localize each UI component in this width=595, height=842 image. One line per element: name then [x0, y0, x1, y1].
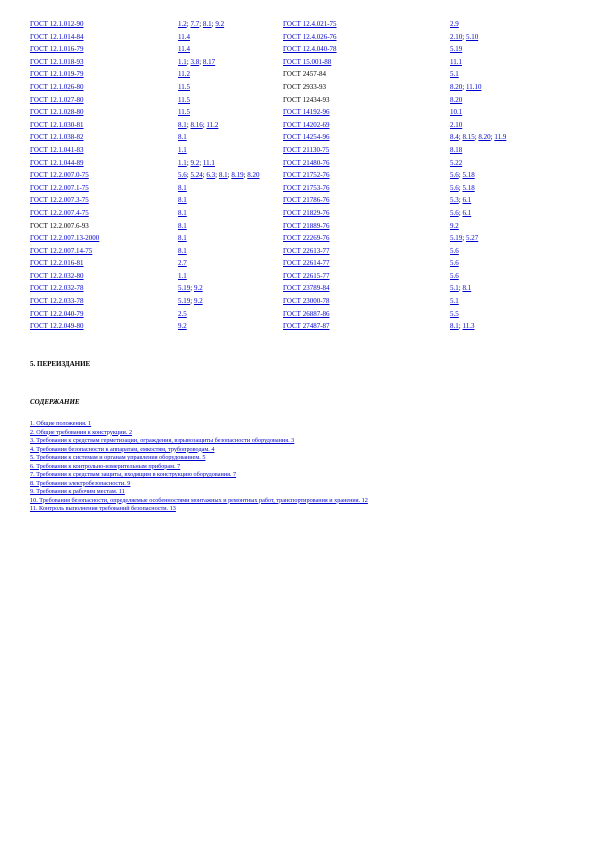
- section-heading: 5. ПЕРЕИЗДАНИЕ: [30, 360, 91, 368]
- clause-link[interactable]: 11.10: [465, 82, 482, 91]
- toc-link[interactable]: 5. Требования к системам и органам управления оборудованием. 5: [30, 454, 206, 461]
- standard-code-link[interactable]: ГОСТ 12.2.007.14-75: [30, 246, 93, 255]
- clause-link[interactable]: 2.5: [178, 309, 187, 318]
- clause-link[interactable]: 8.1: [462, 284, 472, 293]
- clause-refs-cell: [450, 297, 570, 310]
- table-row: [30, 247, 570, 260]
- toc-item: [30, 480, 570, 489]
- standard-code-cell: [30, 108, 178, 121]
- standard-code-link[interactable]: ГОСТ 12.2.033-78: [30, 297, 84, 306]
- table-row: [30, 133, 570, 146]
- clause-link[interactable]: 6.1: [462, 196, 472, 205]
- table-row: [30, 108, 570, 121]
- clause-link[interactable]: 5.1: [450, 70, 459, 79]
- reference-table: [30, 20, 570, 335]
- table-row: [30, 297, 570, 310]
- clause-refs-cell: [178, 310, 283, 323]
- toc-link[interactable]: 7. Требования к средствам защиты, входящим в конструкцию оборудования. 7: [30, 471, 237, 478]
- standard-code-cell: [30, 222, 178, 235]
- clause-link[interactable]: 8.1: [218, 171, 228, 180]
- clause-refs-cell: [450, 247, 570, 260]
- clause-link[interactable]: 6.1: [462, 208, 472, 217]
- table-row: [30, 58, 570, 71]
- clause-refs-cell: 1.1; 3.8; 8.17: [178, 57, 216, 66]
- clause-link[interactable]: 5.6: [178, 171, 187, 180]
- table-row: [30, 272, 570, 285]
- standard-code-link[interactable]: ГОСТ 12.2.007.4-75: [30, 208, 89, 217]
- standard-code-cell: [283, 247, 450, 260]
- clause-link[interactable]: 8.1: [178, 133, 187, 142]
- clause-refs-cell: [450, 259, 570, 272]
- clause-link[interactable]: 8.1: [178, 246, 187, 255]
- standard-code-link[interactable]: ГОСТ 12.1.012-90: [30, 20, 84, 28]
- clause-link[interactable]: 5.1: [450, 297, 459, 306]
- clause-link[interactable]: 5.6: [450, 246, 459, 255]
- clause-refs-cell: [450, 58, 570, 71]
- clause-link[interactable]: 1.1: [178, 57, 187, 66]
- toc-item: [30, 420, 570, 429]
- clause-link[interactable]: 5.6: [450, 208, 459, 217]
- standard-code-cell: [283, 58, 450, 71]
- clause-link[interactable]: 8.15: [462, 133, 475, 142]
- standard-code-cell: [30, 96, 178, 109]
- clause-link[interactable]: 1.2: [178, 20, 187, 28]
- table-row: [30, 96, 570, 109]
- clause-link[interactable]: 8.20: [450, 95, 463, 104]
- standard-code-cell: [30, 159, 178, 172]
- toc-link[interactable]: 11. Контроль выполнения требований безопасности. 13: [30, 505, 176, 512]
- standard-code-cell: [283, 133, 450, 146]
- clause-link[interactable]: 8.1: [178, 196, 187, 205]
- standard-code-cell: [283, 259, 450, 272]
- clause-refs-cell: [178, 33, 283, 46]
- table-row: [30, 20, 570, 33]
- clause-refs-cell: [450, 159, 570, 172]
- toc-item: [30, 454, 570, 463]
- toc-item: [30, 471, 570, 480]
- clause-link[interactable]: 8.20: [450, 82, 463, 91]
- table-row: [30, 121, 570, 134]
- standard-code-cell: [30, 297, 178, 310]
- standard-code-link[interactable]: ГОСТ 22615-77: [283, 271, 330, 280]
- standard-code-link[interactable]: ГОСТ 22269-76: [283, 234, 330, 243]
- clause-refs-cell: [178, 108, 283, 121]
- clause-link[interactable]: 5.19: [178, 297, 191, 306]
- standard-code-cell: [283, 171, 450, 184]
- standard-code-cell: [283, 209, 450, 222]
- clause-link[interactable]: 11.4: [178, 32, 190, 41]
- standard-code-link[interactable]: ГОСТ 21752-76: [283, 171, 330, 180]
- standard-code-link[interactable]: ГОСТ 22614-77: [283, 259, 330, 268]
- toc-link[interactable]: 6. Требования к контрольно-измерительным приборам. 7: [30, 462, 181, 470]
- standard-code-link[interactable]: ГОСТ 12.4.021-75: [283, 20, 337, 28]
- clause-link[interactable]: 8.17: [202, 57, 216, 66]
- standard-code-cell: [283, 121, 450, 134]
- clause-refs-cell: [178, 247, 283, 260]
- standard-code-cell: [30, 58, 178, 71]
- clause-refs-cell: [178, 184, 283, 197]
- clause-refs-cell: [450, 121, 570, 134]
- clause-link[interactable]: 5.6: [450, 271, 459, 280]
- clause-refs-cell: [450, 45, 570, 58]
- toc-item: [30, 446, 570, 455]
- clause-refs-cell: [178, 146, 283, 159]
- clause-link[interactable]: 1.1: [178, 158, 187, 167]
- standard-code-link[interactable]: ГОСТ 27487-87: [283, 322, 330, 331]
- clause-refs-cell: [178, 133, 283, 146]
- clause-link[interactable]: 2.9: [450, 20, 459, 28]
- standard-code-link[interactable]: ГОСТ 12.2.007.1-75: [30, 183, 89, 192]
- clause-refs-cell: [178, 259, 283, 272]
- standard-code-cell: [30, 33, 178, 46]
- clause-refs-cell: 5.19; 9.2: [178, 297, 203, 306]
- table-row: [30, 83, 570, 96]
- standard-code-link[interactable]: ГОСТ 12.1.018-93: [30, 57, 84, 66]
- standard-code-link[interactable]: ГОСТ 12.1.038-82: [30, 133, 84, 142]
- standard-code-link[interactable]: ГОСТ 26887-86: [283, 309, 330, 318]
- table-row: [30, 184, 570, 197]
- standard-code-link[interactable]: ГОСТ 21829-76: [283, 208, 330, 217]
- toc-link[interactable]: 4. Требования безопасности к аппаратам, емкостям, трубопроводам. 4: [30, 445, 215, 453]
- standard-code-cell: [283, 159, 450, 172]
- standard-code-link[interactable]: ГОСТ 21889-76: [283, 221, 330, 230]
- clause-refs-cell: [178, 222, 283, 235]
- table-row: [30, 259, 570, 272]
- toc-link[interactable]: 10. Требования безопасности, определяемые особенностями монтажных и ремонтных работ, транспортирования и хранения. 12: [30, 496, 368, 504]
- standard-code-link[interactable]: ГОСТ 14254-96: [283, 133, 330, 142]
- clause-link[interactable]: 8.1: [202, 20, 212, 28]
- clause-link[interactable]: 5.6: [450, 171, 459, 180]
- clause-refs-cell: [178, 96, 283, 109]
- standard-code-cell: [30, 310, 178, 323]
- standard-code-link[interactable]: ГОСТ 21753-76: [283, 183, 330, 192]
- clause-link[interactable]: 5.18: [462, 183, 475, 192]
- standard-code-link[interactable]: ГОСТ 12.4.026-76: [283, 32, 337, 41]
- clause-link[interactable]: 11.1: [202, 158, 215, 167]
- table-row: [30, 159, 570, 172]
- clause-link[interactable]: 1.1: [178, 271, 187, 280]
- clause-link[interactable]: 11.2: [178, 70, 190, 79]
- toc-item: [30, 488, 570, 497]
- standard-code-link[interactable]: ГОСТ 12.2.016-81: [30, 259, 84, 268]
- clause-link[interactable]: 11.5: [178, 95, 190, 104]
- standard-code-cell: [283, 184, 450, 197]
- clause-link[interactable]: 5.1: [450, 284, 459, 293]
- clause-refs-cell: 5.6; 5.24; 6.3; 8.1; 8.19; 8.20: [178, 171, 260, 180]
- toc-link[interactable]: 3. Требования к средствам герметизации, ограждения, взрывозащиты безопасности оборудования. 3: [30, 437, 295, 444]
- clause-link[interactable]: 2.10: [450, 32, 463, 41]
- table-row: [30, 70, 570, 83]
- clause-refs-cell: 8.20; 11.10: [450, 82, 482, 91]
- clause-refs-cell: 5.1; 8.1: [450, 284, 472, 293]
- standard-code-link[interactable]: ГОСТ 12.1.027-80: [30, 95, 84, 104]
- standard-code-link[interactable]: ГОСТ 12.1.028-80: [30, 108, 84, 117]
- toc-link[interactable]: 8. Требования электробезопасности. 9: [30, 479, 131, 487]
- clause-refs-cell: 8.4; 8.15; 8.20; 11.9: [450, 133, 507, 142]
- clause-link[interactable]: 6.3: [206, 171, 216, 180]
- standard-code-link[interactable]: ГОСТ 12.2.007.13-2000: [30, 234, 100, 243]
- clause-refs-cell: 5.19; 9.2: [178, 284, 203, 293]
- clause-link[interactable]: 8.1: [178, 208, 187, 217]
- standard-code-cell: [283, 70, 450, 83]
- clause-refs-cell: 5.19; 5.27: [450, 234, 479, 243]
- standard-code-cell: [30, 322, 178, 335]
- table-row: [30, 45, 570, 58]
- clause-link[interactable]: 8.16: [190, 120, 203, 129]
- clause-link[interactable]: 9.2: [215, 20, 225, 28]
- clause-refs-cell: [178, 322, 283, 335]
- toc-link[interactable]: 1. Общие положения. 1: [30, 420, 92, 427]
- standard-code-link[interactable]: ГОСТ 12.1.030-81: [30, 120, 84, 129]
- clause-link[interactable]: 11.9: [494, 133, 507, 142]
- clause-link[interactable]: 11.5: [178, 108, 190, 117]
- clause-link[interactable]: 7.7: [190, 20, 200, 28]
- standard-code-link[interactable]: ГОСТ 12.4.040-78: [283, 45, 337, 54]
- toc-item: [30, 429, 570, 438]
- standard-code-link[interactable]: ГОСТ 12.1.026-80: [30, 82, 84, 91]
- standard-code: ГОСТ 2457-84: [283, 70, 327, 79]
- clause-refs-cell: [450, 272, 570, 285]
- clause-link[interactable]: 5.6: [450, 183, 459, 192]
- clause-link[interactable]: 9.2: [190, 158, 200, 167]
- table-row: [30, 284, 570, 297]
- clause-link[interactable]: 11.1: [450, 57, 462, 66]
- standard-code-cell: [30, 146, 178, 159]
- clause-link[interactable]: 5.22: [450, 158, 463, 167]
- standard-code-link[interactable]: ГОСТ 14192-96: [283, 108, 330, 117]
- clause-link[interactable]: 5.24: [190, 171, 203, 180]
- clause-refs-cell: [450, 222, 570, 235]
- clause-refs-cell: [450, 310, 570, 323]
- clause-refs-cell: 2.10; 5.10: [450, 32, 479, 41]
- standard-code-link[interactable]: ГОСТ 12.2.040-79: [30, 309, 84, 318]
- clause-link[interactable]: 8.4: [450, 133, 459, 142]
- clause-refs-cell: [178, 83, 283, 96]
- clause-link[interactable]: 11.2: [206, 120, 219, 129]
- clause-link[interactable]: 5.3: [450, 196, 459, 205]
- clause-link[interactable]: 9.2: [178, 322, 187, 331]
- clause-refs-cell: [178, 209, 283, 222]
- standard-code: ГОСТ 2933-93: [283, 82, 327, 91]
- toc-item: [30, 497, 570, 506]
- table-row: [30, 222, 570, 235]
- table-of-contents: [30, 420, 570, 514]
- clause-link[interactable]: 5.27: [465, 234, 479, 243]
- clause-refs-cell: [450, 146, 570, 159]
- standard-code-cell: [30, 272, 178, 285]
- standard-code-link[interactable]: ГОСТ 21130-75: [283, 145, 330, 154]
- standard-code-link[interactable]: ГОСТ 12.2.032-80: [30, 271, 84, 280]
- clause-link[interactable]: 8.1: [178, 120, 187, 129]
- clause-refs-cell: [450, 70, 570, 83]
- standard-code-link[interactable]: ГОСТ 21480-76: [283, 158, 330, 167]
- standard-code-cell: [30, 259, 178, 272]
- clause-link[interactable]: 8.1: [178, 221, 187, 230]
- clause-link[interactable]: 8.20: [478, 133, 491, 142]
- standard-code-link[interactable]: ГОСТ 12.2.007.0-75: [30, 171, 89, 180]
- standard-code-cell: [30, 234, 178, 247]
- clause-refs-cell: [450, 20, 570, 33]
- toc-item: [30, 437, 570, 446]
- toc-item: [30, 463, 570, 472]
- standard-code: ГОСТ 12434-93: [283, 95, 330, 104]
- standard-code-link[interactable]: ГОСТ 12.1.019-79: [30, 70, 84, 79]
- standard-code-cell: [283, 196, 450, 209]
- clause-link[interactable]: 5.10: [465, 32, 479, 41]
- standard-code-cell: [30, 45, 178, 58]
- standard-code-cell: [30, 171, 178, 184]
- standard-code-cell: [283, 96, 450, 109]
- standard-code-link[interactable]: ГОСТ 14202-69: [283, 120, 330, 129]
- standard-code-cell: [30, 20, 178, 33]
- standard-code-cell: [283, 222, 450, 235]
- clause-link[interactable]: 8.19: [231, 171, 244, 180]
- clause-link[interactable]: 5.19: [450, 45, 463, 54]
- standard-code-cell: [283, 45, 450, 58]
- clause-refs-cell: [178, 70, 283, 83]
- standard-code-cell: [30, 247, 178, 260]
- standard-code-link[interactable]: ГОСТ 12.1.014-84: [30, 32, 84, 41]
- toc-item: [30, 505, 570, 514]
- clause-link[interactable]: 2.10: [450, 120, 463, 129]
- clause-link[interactable]: 11.4: [178, 45, 190, 54]
- standard-code-link[interactable]: ГОСТ 22613-77: [283, 246, 330, 255]
- clause-link[interactable]: 11.5: [178, 82, 190, 91]
- standard-code-cell: [283, 310, 450, 323]
- clause-link[interactable]: 3.8: [190, 57, 200, 66]
- standard-code-cell: [30, 133, 178, 146]
- clause-link[interactable]: 8.20: [247, 171, 260, 180]
- clause-link[interactable]: 11.3: [462, 322, 475, 331]
- standard-code-cell: [283, 146, 450, 159]
- standard-code-cell: [283, 272, 450, 285]
- clause-refs-cell: [450, 108, 570, 121]
- standard-code-link[interactable]: ГОСТ 15.001-88: [283, 57, 332, 66]
- standard-code-link[interactable]: ГОСТ 12.2.007.3-75: [30, 196, 89, 205]
- clause-link[interactable]: 9.2: [193, 297, 203, 306]
- clause-link[interactable]: 5.18: [462, 171, 475, 180]
- standard-code-link[interactable]: ГОСТ 12.2.049-80: [30, 322, 84, 331]
- standard-code-cell: [30, 196, 178, 209]
- table-row: [30, 322, 570, 335]
- clause-refs-cell: [178, 45, 283, 58]
- standard-code: ГОСТ 12.2.007.6-93: [30, 221, 89, 230]
- clause-link[interactable]: 5.6: [450, 259, 459, 268]
- standard-code-link[interactable]: ГОСТ 23000-78: [283, 297, 330, 306]
- clause-link[interactable]: 5.19: [450, 234, 463, 243]
- clause-link[interactable]: 8.1: [178, 183, 187, 192]
- standard-code-cell: [30, 83, 178, 96]
- clause-link[interactable]: 5.5: [450, 309, 459, 318]
- standard-code-cell: [30, 209, 178, 222]
- table-row: [30, 146, 570, 159]
- clause-link[interactable]: 9.2: [450, 221, 459, 230]
- standard-code-link[interactable]: ГОСТ 12.1.044-89: [30, 158, 84, 167]
- clause-refs-cell: [178, 234, 283, 247]
- toc-link[interactable]: 2. Общие требования к конструкции. 2: [30, 428, 133, 436]
- clause-refs-cell: 8.1; 8.16; 11.2: [178, 120, 219, 129]
- standard-code-link[interactable]: ГОСТ 12.1.016-79: [30, 45, 84, 54]
- clause-link[interactable]: 9.2: [193, 284, 203, 293]
- clause-refs-cell: 5.3; 6.1: [450, 196, 472, 205]
- clause-refs-cell: 5.6; 5.18: [450, 183, 475, 192]
- table-row: [30, 171, 570, 184]
- standard-code-cell: [283, 83, 450, 96]
- standard-code-cell: [30, 284, 178, 297]
- table-row: [30, 196, 570, 209]
- clause-refs-cell: 5.6; 6.1: [450, 208, 472, 217]
- standard-code-cell: [283, 322, 450, 335]
- standard-code-link[interactable]: ГОСТ 12.1.041-83: [30, 145, 84, 154]
- standard-code-link[interactable]: ГОСТ 23789-84: [283, 284, 330, 293]
- table-row: [30, 310, 570, 323]
- clause-link[interactable]: 2.7: [178, 259, 187, 268]
- reference-table-body: [30, 20, 570, 335]
- clause-link[interactable]: 8.1: [178, 234, 187, 243]
- standard-code-cell: [283, 108, 450, 121]
- clause-refs-cell: 5.6; 5.18: [450, 171, 475, 180]
- clause-refs-cell: [178, 272, 283, 285]
- standard-code-link[interactable]: ГОСТ 21786-76: [283, 196, 330, 205]
- clause-refs-cell: 1.2; 7.7; 8.1; 9.2: [178, 20, 225, 28]
- toc-link[interactable]: 9. Требования к рабочим местам. 11: [30, 488, 125, 495]
- toc-title: СОДЕРЖАНИЕ: [30, 398, 80, 406]
- clause-link[interactable]: 8.18: [450, 145, 463, 154]
- clause-refs-cell: [178, 196, 283, 209]
- clause-refs-cell: 1.1; 9.2; 11.1: [178, 158, 215, 167]
- standard-code-cell: [283, 297, 450, 310]
- clause-refs-cell: 8.1; 11.3: [450, 322, 475, 331]
- clause-refs-cell: [450, 96, 570, 109]
- standard-code-cell: [283, 234, 450, 247]
- clause-link[interactable]: 10.1: [450, 108, 463, 117]
- table-row: [30, 33, 570, 46]
- standard-code-cell: [283, 20, 450, 33]
- standard-code-cell: [283, 33, 450, 46]
- standard-code-cell: [283, 284, 450, 297]
- table-row: [30, 209, 570, 222]
- standard-code-cell: [30, 121, 178, 134]
- clause-link[interactable]: 5.19: [178, 284, 191, 293]
- clause-link[interactable]: 8.1: [450, 322, 459, 331]
- standard-code-cell: [30, 70, 178, 83]
- standard-code-cell: [30, 184, 178, 197]
- clause-link[interactable]: 1.1: [178, 145, 187, 154]
- table-row: [30, 234, 570, 247]
- standard-code-link[interactable]: ГОСТ 12.2.032-78: [30, 284, 84, 293]
